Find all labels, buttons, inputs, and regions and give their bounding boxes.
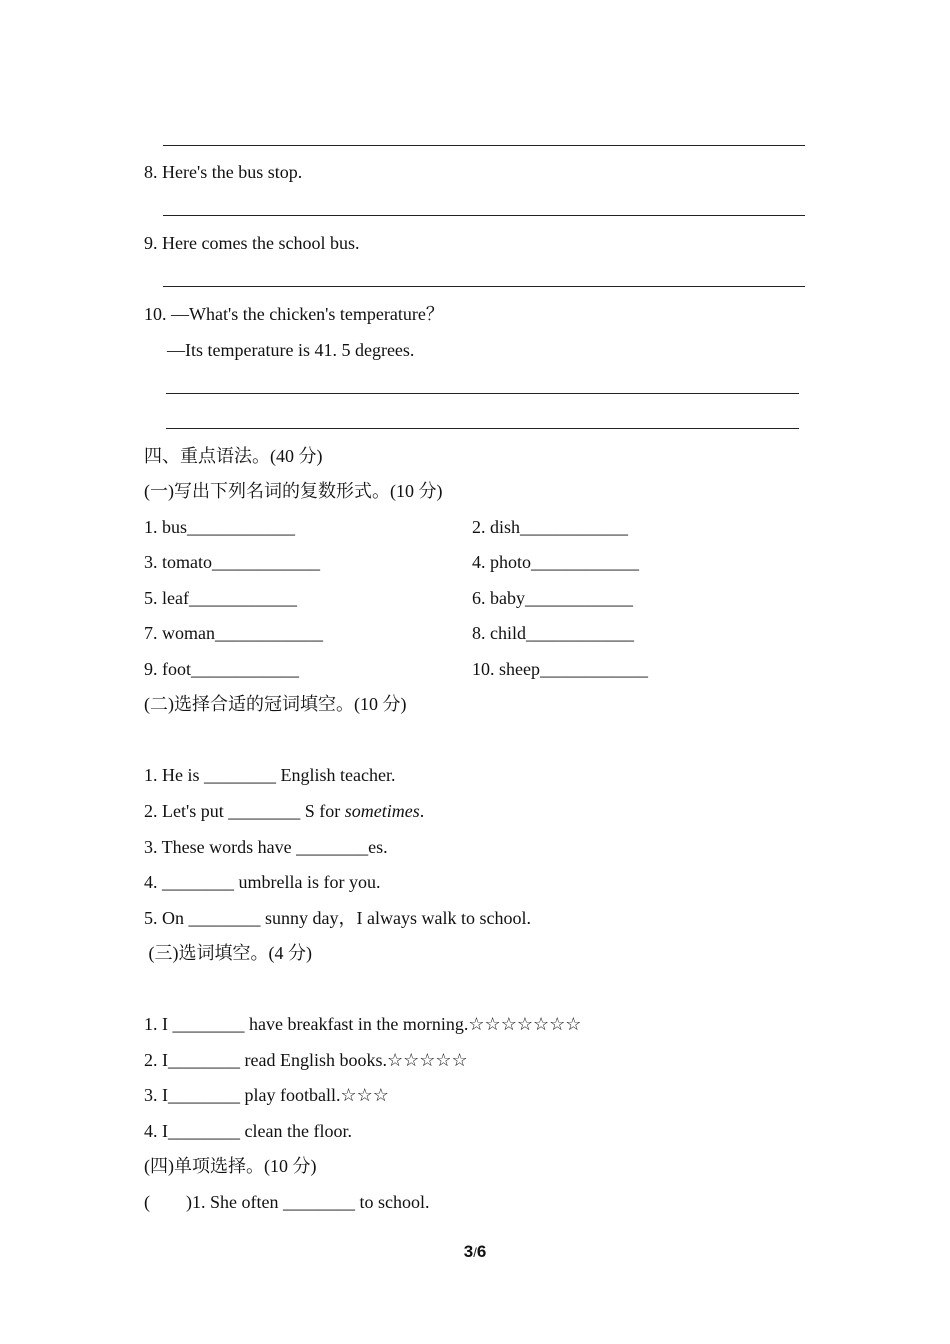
- fill-question-4: 4. I________ clean the floor.: [144, 1121, 352, 1141]
- answer-line-10a[interactable]: [166, 393, 799, 394]
- part-4-title: (四)单项选择。(10 分): [144, 1156, 317, 1176]
- plural-item: 3. tomato____________: [144, 552, 320, 572]
- part-1-title: (一)写出下列名词的复数形式。(10 分): [144, 481, 443, 501]
- article-question-5: 5. On ________ sunny day，I always walk to school.: [144, 908, 531, 928]
- choice-question-1: ( )1. She often ________ to school.: [144, 1192, 430, 1212]
- page-number: [0, 1242, 950, 1262]
- page-separator: /: [473, 1245, 477, 1260]
- plural-item: 4. photo____________: [472, 552, 640, 572]
- plural-item: 8. child____________: [472, 623, 634, 643]
- answer-line-9[interactable]: [163, 286, 805, 287]
- article-question-3: 3. These words have ________es.: [144, 837, 388, 857]
- article-q2-pre: 2. Let's put ________ S for: [144, 801, 345, 821]
- plural-item: 9. foot____________: [144, 659, 299, 679]
- plural-item: 2. dish____________: [472, 517, 629, 537]
- article-question-4: 4. ________ umbrella is for you.: [144, 872, 381, 892]
- fill-question-2: [144, 1049, 468, 1071]
- plural-item: 6. baby____________: [472, 588, 633, 608]
- plural-item: 5. leaf____________: [144, 588, 297, 608]
- frequency-stars-icon: ☆☆☆: [340, 1085, 389, 1105]
- fill-question-1: [144, 1013, 581, 1035]
- part-3-title: (三)选词填空。(4 分): [144, 943, 312, 963]
- question-10-b: —Its temperature is 41. 5 degrees.: [167, 340, 415, 360]
- answer-line-10b[interactable]: [166, 428, 799, 429]
- total-pages: 6: [476, 1242, 487, 1261]
- question-10-a: 10. —What's the chicken's temperature？: [144, 304, 444, 324]
- frequency-stars-icon: ☆☆☆☆☆☆☆: [468, 1014, 582, 1034]
- article-question-2: [144, 800, 424, 822]
- answer-line-7[interactable]: [163, 145, 805, 146]
- fill-q2-text: 2. I________ read English books.: [144, 1050, 387, 1070]
- part-2-title: (二)选择合适的冠词填空。(10 分): [144, 694, 407, 714]
- plural-item: 10. sheep____________: [472, 659, 648, 679]
- question-8: 8. Here's the bus stop.: [144, 162, 303, 182]
- article-question-1: 1. He is ________ English teacher.: [144, 765, 396, 785]
- fill-question-3: [144, 1084, 389, 1106]
- section-4-title: 四、重点语法。(40 分): [144, 446, 323, 466]
- current-page: 3: [463, 1242, 474, 1261]
- frequency-stars-icon: ☆☆☆☆☆: [386, 1050, 468, 1070]
- question-9: 9. Here comes the school bus.: [144, 233, 360, 253]
- article-q2-word: sometimes: [344, 801, 420, 821]
- fill-q3-text: 3. I________ play football.: [144, 1085, 341, 1105]
- plural-item: 7. woman____________: [144, 623, 323, 643]
- plural-item: 1. bus____________: [144, 517, 296, 537]
- answer-line-8[interactable]: [163, 215, 805, 216]
- fill-q1-text: 1. I ________ have breakfast in the morning.: [144, 1014, 469, 1034]
- article-q2-post: .: [419, 801, 425, 821]
